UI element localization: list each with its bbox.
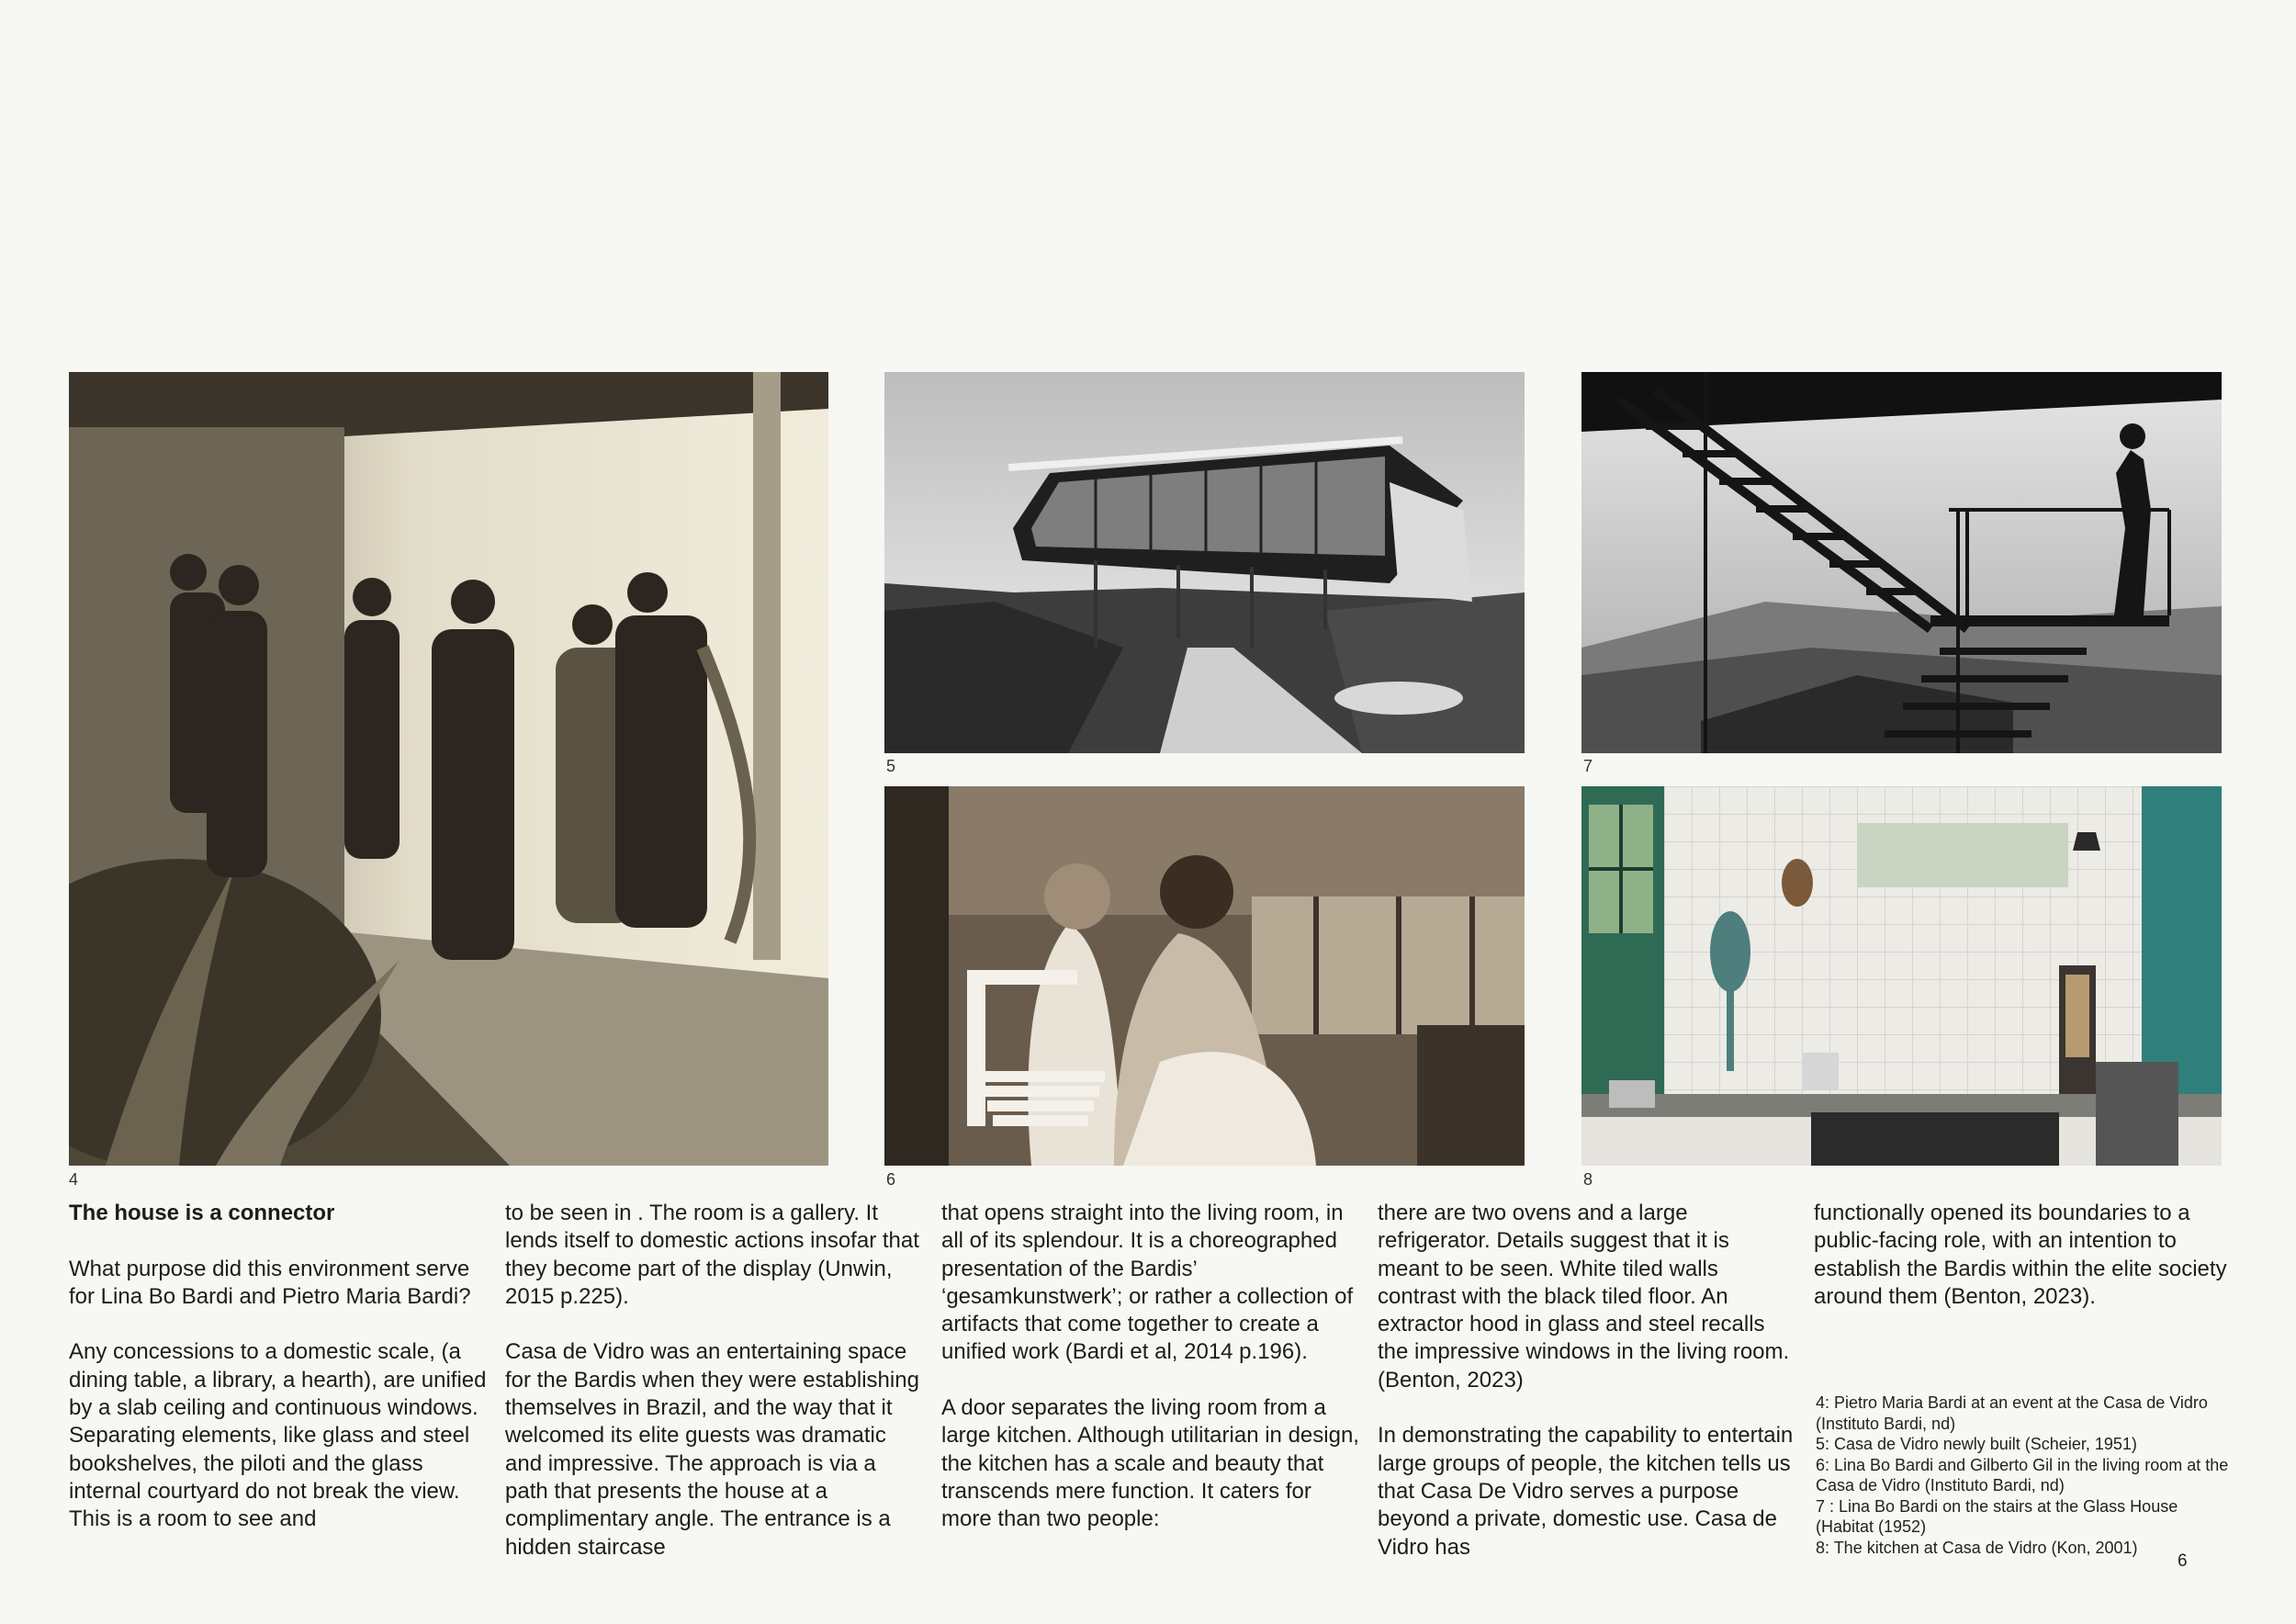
article-column-2 <box>505 1200 923 1589</box>
figure-number-4: 4 <box>69 1170 79 1189</box>
page-number: 6 <box>2178 1551 2188 1571</box>
caption-figure-8: 8: The kitchen at Casa de Vidro (Kon, 2001) <box>1816 1538 2138 1557</box>
caption-figure-5: 5: Casa de Vidro newly built (Scheier, 1951) <box>1816 1435 2137 1453</box>
article-heading: The house is a connector <box>69 1201 335 1225</box>
article-paragraph: to be seen in . The room is a gallery. It lends itself to domestic actions insofar that they become part of the display (Unwin, 2015 p.225). <box>505 1201 919 1309</box>
article-paragraph: A door separates the living room from a large kitchen. Although utilitarian in design, the kitchen has a scale and beauty that transcends mere function. It caters for more than two people: <box>941 1395 1359 1532</box>
article-column-3 <box>941 1200 1359 1562</box>
article-column-4 <box>1378 1200 1795 1589</box>
figure-captions <box>1816 1393 2238 1558</box>
figure-number-7: 7 <box>1583 757 1593 775</box>
article-paragraph: In demonstrating the capability to entertain large groups of people, the kitchen tells us that Casa De Vidro serves a purpose beyond a private, domestic use. Casa de Vidro has <box>1378 1423 1794 1560</box>
article-paragraph: functionally opened its boundaries to a public-facing role, with an intention to establish the Bardis within the elite society around them (Benton, 2023). <box>1814 1201 2227 1309</box>
caption-figure-4: 4: Pietro Maria Bardi at an event at the Casa de Vidro (Instituto Bardi, nd) <box>1816 1393 2208 1433</box>
caption-figure-7: 7 : Lina Bo Bardi on the stairs at the Glass House (Habitat (1952) <box>1816 1496 2178 1536</box>
photo-4-event-at-casa-de-vidro <box>69 372 828 1166</box>
article-paragraph: there are two ovens and a large refrigerator. Details suggest that it is meant to be seen. White tiled walls contrast with the black tiled floor. An extractor hood in glass and steel recalls the impressive windows in the living room. (Benton, 2023) <box>1378 1201 1790 1393</box>
figure-number-6: 6 <box>886 1170 896 1189</box>
photo-5-casa-de-vidro-exterior <box>884 372 1525 753</box>
figure-number-8: 8 <box>1583 1170 1593 1189</box>
photo-7-stairs-at-glass-house <box>1581 372 2222 753</box>
figure-number-5: 5 <box>886 757 896 775</box>
photo-8-kitchen <box>1581 786 2222 1166</box>
caption-figure-6: 6: Lina Bo Bardi and Gilberto Gil in the living room at the Casa de Vidro (Instituto Bardi, nd) <box>1816 1455 2229 1494</box>
article-column-1 <box>69 1200 487 1562</box>
article-paragraph: that opens straight into the living room, in all of its splendour. It is a choreographed presentation of the Bardis’ ‘gesamkunstwerk’; or rather a collection of artifacts that come together to create a unified work (Bardi et al, 2014 p.196). <box>941 1201 1354 1365</box>
article-paragraph: Casa de Vidro was an entertaining space for the Bardis when they were establishing themselves in Brazil, and the way that it welcomed its elite guests was dramatic and impressive. The approach is via a path that presents the house at a complimentary angle. The entrance is a hidden staircase <box>505 1339 919 1560</box>
photo-6-living-room <box>884 786 1525 1166</box>
article-paragraph: What purpose did this environment serve for Lina Bo Bardi and Pietro Maria Bardi? <box>69 1256 471 1309</box>
article-paragraph: Any concessions to a domestic scale, (a dining table, a library, a hearth), are unified by a slab ceiling and continuous windows. Separating elements, like glass and steel bookshelves, the piloti and the glass internal courtyard do not break the view. This is a room to see and <box>69 1339 487 1532</box>
article-column-5 <box>1814 1200 2232 1338</box>
